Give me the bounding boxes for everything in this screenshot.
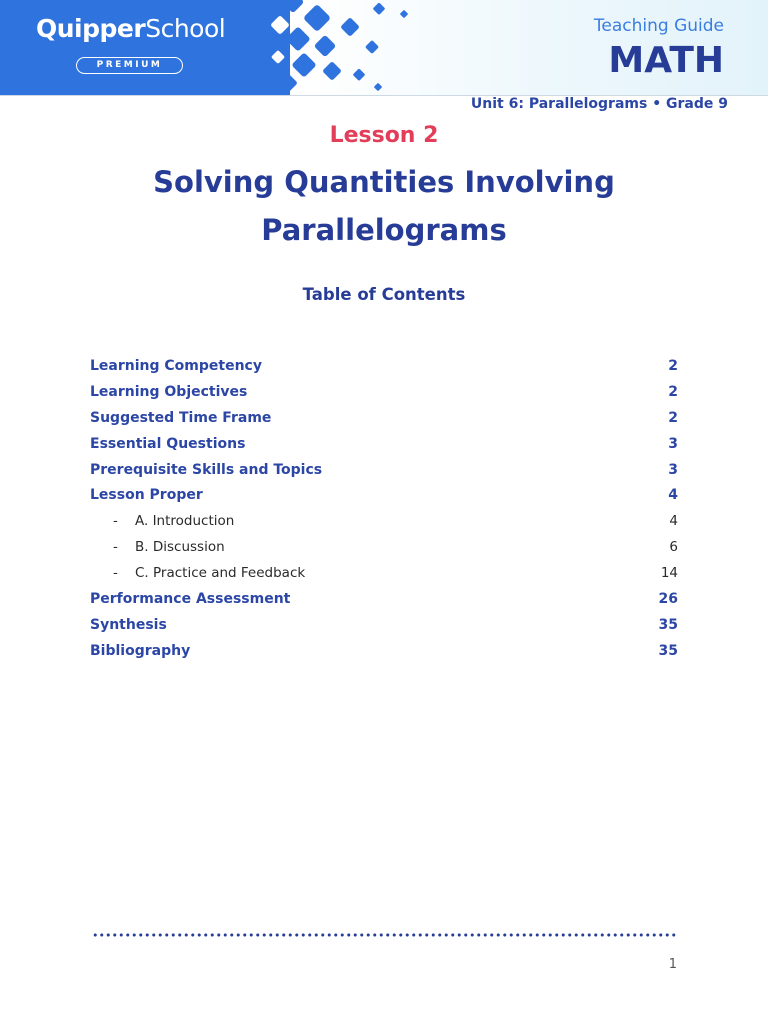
toc-entry-label: B. Discussion [135, 539, 225, 556]
teaching-guide-label: Teaching Guide [593, 16, 724, 36]
toc-entry-label: C. Practice and Feedback [135, 565, 306, 582]
diamond-pattern-decoration [255, 0, 425, 95]
toc-entry-label: Synthesis [90, 616, 167, 633]
lesson-title [84, 158, 684, 254]
toc-entry-learning-objectives[interactable] [90, 379, 678, 405]
toc-entry-performance-assessment[interactable] [90, 586, 678, 612]
toc-entry-page: 3 [668, 461, 678, 478]
toc-bullet: - [113, 513, 118, 530]
toc-entry-label: Learning Objectives [90, 383, 248, 400]
toc-entry-page: 2 [668, 358, 678, 374]
toc-entry-page: 35 [658, 642, 678, 659]
toc-entry-label: Performance Assessment [90, 591, 291, 608]
toc-entry-page: 3 [668, 435, 678, 452]
toc-entry-page: 14 [660, 565, 678, 582]
dotted-divider [92, 932, 678, 938]
lesson-title-line-1: Solving Quantities Involving [153, 165, 615, 199]
toc-entry-label: Suggested Time Frame [90, 409, 272, 426]
toc-entry-label: Prerequisite Skills and Topics [90, 461, 323, 478]
toc-entry-page: 2 [668, 409, 678, 426]
toc-entry-bibliography[interactable] [90, 638, 678, 664]
toc-heading: Table of Contents [302, 285, 466, 304]
toc-entry-suggested-time-frame[interactable] [90, 405, 678, 431]
toc-entry-prerequisite-skills[interactable] [90, 457, 678, 483]
toc-entry-page: 35 [658, 616, 678, 633]
toc-entry-lesson-proper[interactable] [90, 482, 678, 508]
toc-subentry-discussion[interactable] [90, 534, 678, 560]
toc-entry-page: 2 [668, 383, 678, 400]
unit-line: Unit 6: Parallelograms • Grade 9 [470, 96, 728, 112]
toc-entry-synthesis[interactable] [90, 612, 678, 638]
toc-entry-page: 26 [658, 591, 678, 608]
toc-subentry-introduction[interactable] [90, 508, 678, 534]
toc-entry-label: Bibliography [90, 642, 191, 659]
toc-entry-label: Essential Questions [90, 435, 246, 452]
toc-entry-label: A. Introduction [135, 513, 235, 530]
lesson-title-line-2: Parallelograms [261, 213, 507, 247]
premium-badge: PREMIUM [76, 57, 183, 74]
toc-entry-learning-competency[interactable] [90, 353, 678, 379]
toc-entry-label: Lesson Proper [90, 487, 203, 504]
toc-entry-essential-questions[interactable] [90, 431, 678, 457]
toc-entry-page: 4 [669, 513, 678, 530]
lesson-number: Lesson 2 [329, 123, 439, 148]
table-of-contents [90, 353, 678, 664]
toc-entry-label: Learning Competency [90, 358, 262, 374]
quipper-school-logo: QuipperSchool [36, 14, 226, 43]
toc-entry-page: 4 [668, 487, 678, 504]
page-number: 1 [668, 957, 677, 972]
toc-bullet: - [113, 539, 118, 556]
toc-entry-page: 6 [669, 539, 678, 556]
toc-bullet: - [113, 565, 118, 582]
toc-subentry-practice-feedback[interactable] [90, 560, 678, 586]
subject-title: MATH [608, 40, 724, 81]
